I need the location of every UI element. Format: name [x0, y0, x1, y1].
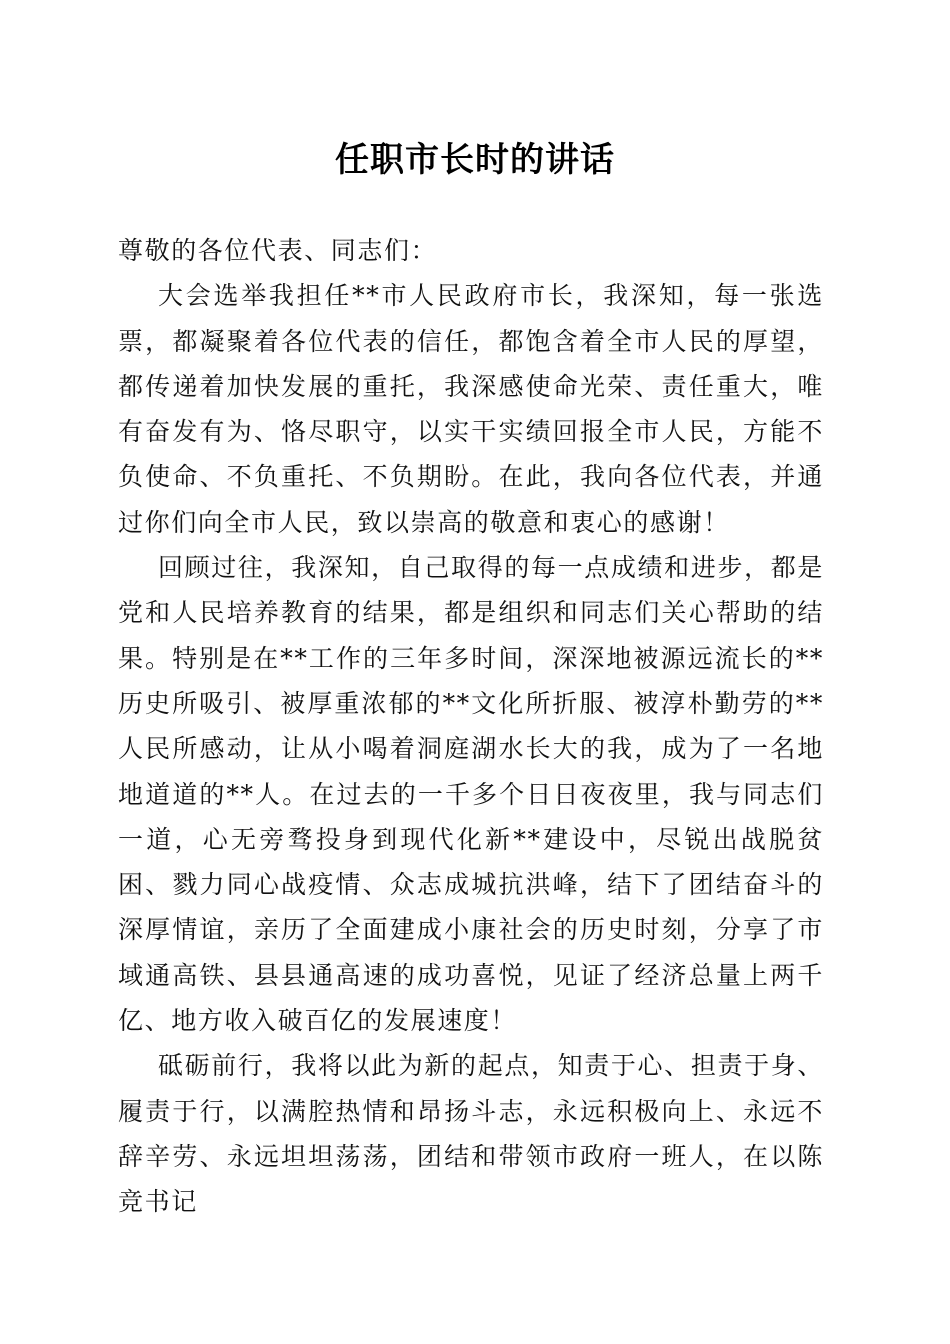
paragraph-3: 砥砺前行，我将以此为新的起点，知责于心、担责于身、履责于行，以满腔热情和昂扬斗志，永远积极向上、永远不辞辛劳、永远坦坦荡荡，团结和带领市政府一班人，在以陈竞书记: [118, 1051, 824, 1217]
paragraph-1: 大会选举我担任**市人民政府市长，我深知，每一张选票，都凝聚着各位代表的信任，都饱含着全市人民的厚望，都传递着加快发展的重托，我深感使命光荣、责任重大，唯有奋发有为、恪尽职守，以实干实绩回报全市人民，方能不负使命、不负重托、不负期盼。在此，我向各位代表，并通过你们向全市人民，致以崇高的敬意和衷心的感谢！: [118, 281, 824, 537]
document-body: [118, 228, 824, 1225]
salutation: 尊敬的各位代表、同志们：: [118, 236, 438, 265]
paragraph-2: 回顾过往，我深知，自己取得的每一点成绩和进步，都是党和人民培养教育的结果，都是组织和同志们关心帮助的结果。特别是在**工作的三年多时间，深深地被源远流长的**历史所吸引、被厚重浓郁的**文化所折服、被淳朴勤劳的**人民所感动，让从小喝着洞庭湖水长大的我，成为了一名地地道道的**人。在过去的一千多个日日夜夜里，我与同志们一道，心无旁骛投身到现代化新**建设中，尽锐出战脱贫困、戮力同心战疫情、众志成城抗洪峰，结下了团结奋斗的深厚情谊，亲历了全面建成小康社会的历史时刻，分享了市域通高铁、县县通高速的成功喜悦，见证了经济总量上两千亿、地方收入破百亿的发展速度！: [118, 553, 824, 1036]
document-title: 任职市长时的讲话: [335, 140, 615, 180]
